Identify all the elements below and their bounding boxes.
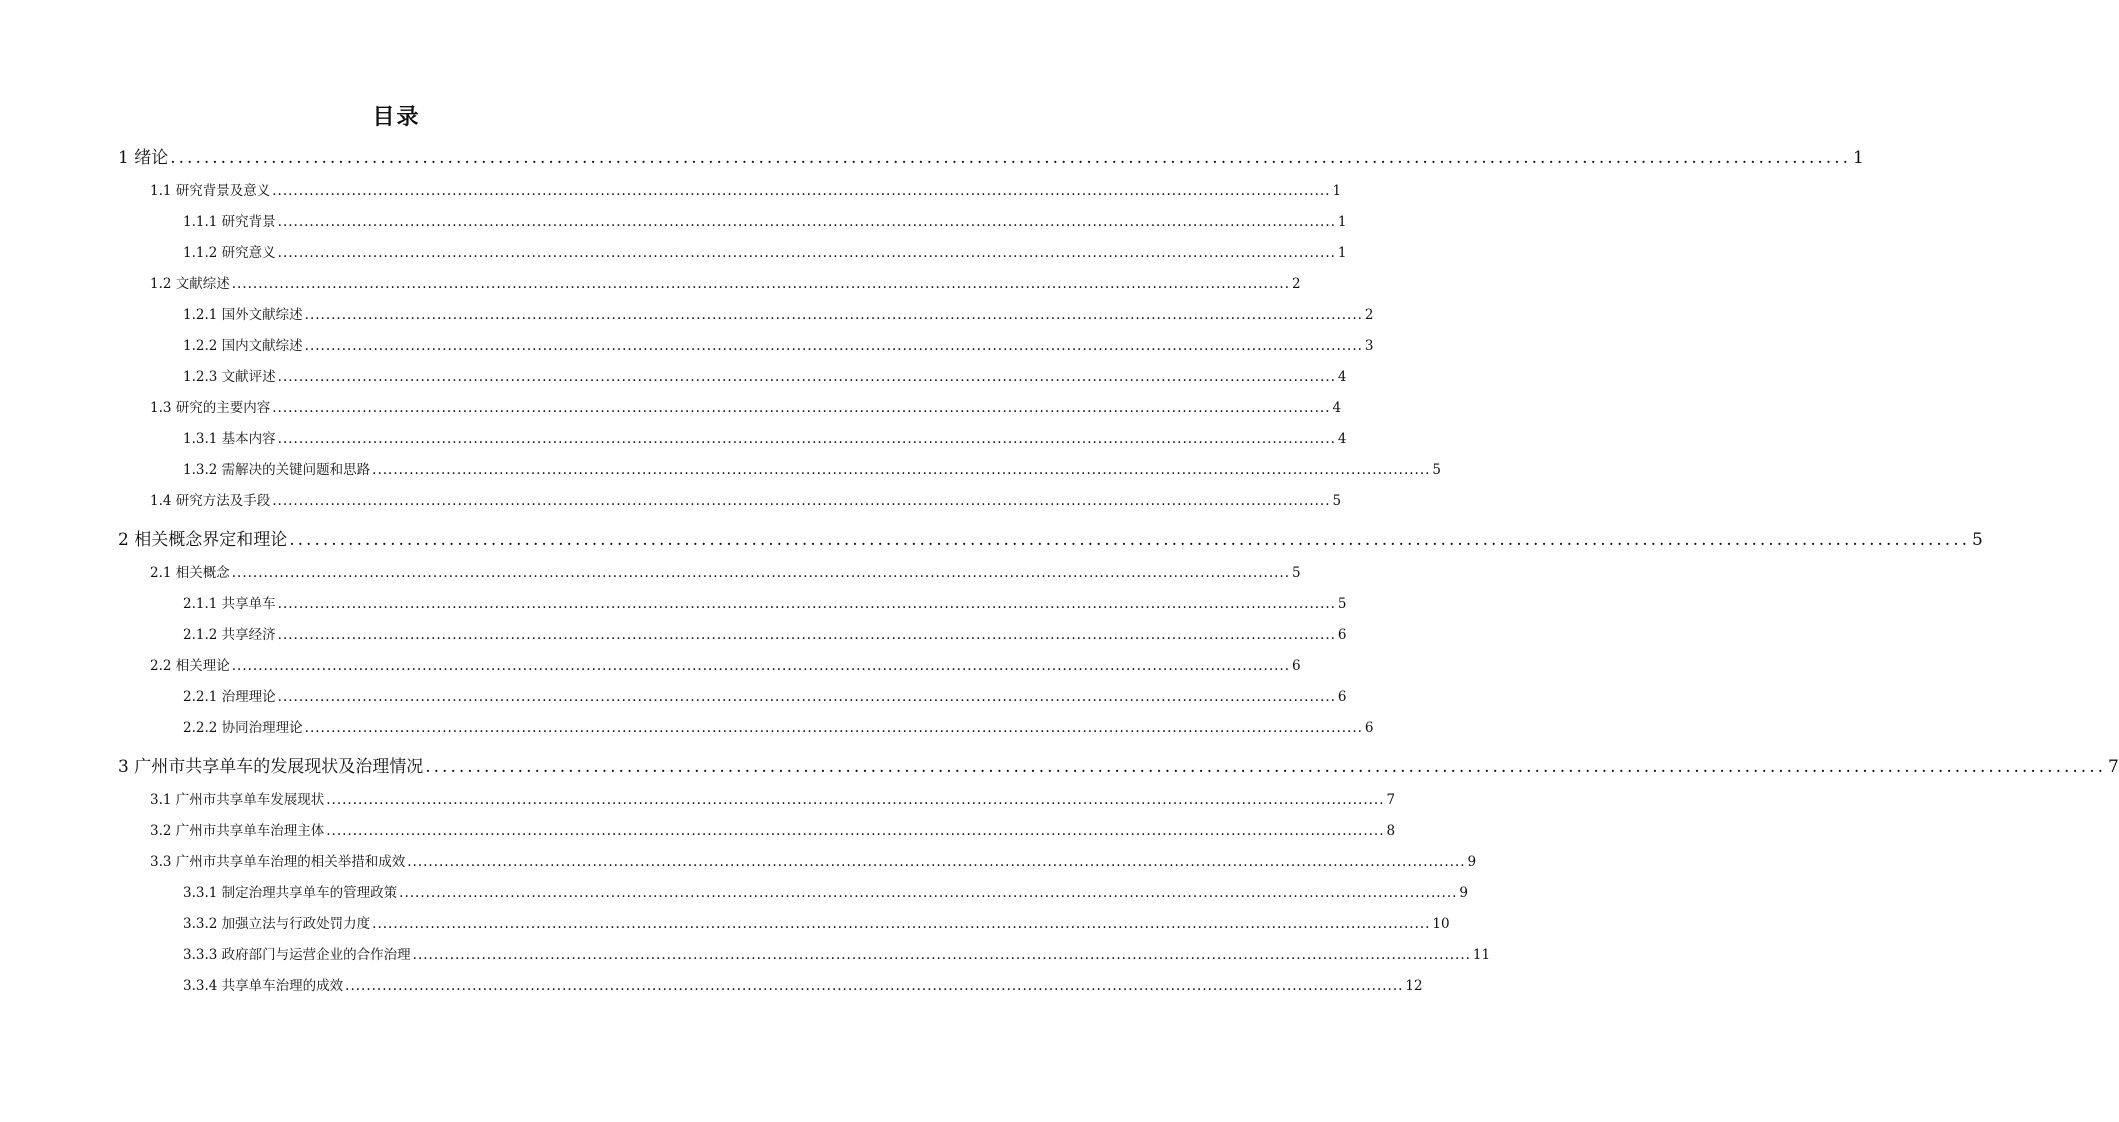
toc-page-number: 12 [1405, 978, 1423, 994]
toc-dot-leader: ........................................................................................................................................................................................................ [289, 530, 1970, 550]
toc-entry-title: 2 相关概念界定和理论 [118, 530, 288, 550]
toc-entry-title: 1.3.1 基本内容 [183, 431, 276, 447]
toc-entry-title: 2.2.1 治理理论 [183, 689, 276, 705]
toc-entry-level-2[interactable] [150, 179, 1342, 199]
toc-page-number: 7 [2108, 757, 2119, 777]
toc-dot-leader: ........................................................................................................................................................................................................ [277, 596, 1336, 612]
toc-dot-leader: ........................................................................................................................................................................................................ [412, 947, 1471, 963]
toc-entry-title: 3.1 广州市共享单车发展现状 [150, 792, 325, 808]
toc-page-number: 4 [1337, 369, 1347, 385]
toc-dot-leader: ........................................................................................................................................................................................................ [399, 885, 1458, 901]
toc-entry-level-3[interactable] [183, 458, 1442, 478]
toc-dot-leader: ........................................................................................................................................................................................................ [326, 792, 1385, 808]
toc-entry-level-3[interactable] [183, 685, 1347, 705]
toc-entry-title: 3.3.1 制定治理共享单车的管理政策 [183, 885, 398, 901]
toc-page-number: 9 [1467, 854, 1477, 870]
toc-entry-level-2[interactable] [150, 850, 1477, 870]
toc-entry-level-3[interactable] [183, 427, 1347, 447]
toc-entry-title: 1.2 文献综述 [150, 276, 230, 292]
toc-page-number: 1 [1853, 148, 1864, 168]
toc-dot-leader: ........................................................................................................................................................................................................ [304, 338, 1363, 354]
toc-page-number: 4 [1332, 400, 1342, 416]
toc-entry-level-3[interactable] [183, 623, 1347, 643]
toc-dot-leader: ........................................................................................................................................................................................................ [170, 148, 1851, 168]
toc-entry-level-2[interactable] [150, 654, 1301, 674]
toc-entry-level-2[interactable] [150, 272, 1301, 292]
toc-entry-title: 1.3 研究的主要内容 [150, 400, 271, 416]
toc-entry-title: 2.2.2 协同治理理论 [183, 720, 303, 736]
toc-entry-level-3[interactable] [183, 241, 1347, 261]
toc-dot-leader: ........................................................................................................................................................................................................ [372, 462, 1431, 478]
toc-page-number: 8 [1386, 823, 1396, 839]
toc-page-number: 2 [1292, 276, 1301, 292]
toc-page-number: 1 [1337, 214, 1347, 230]
toc-dot-leader: ........................................................................................................................................................................................................ [277, 214, 1336, 230]
toc-page-number: 5 [1432, 462, 1442, 478]
toc-entry-title: 1 绪论 [118, 148, 169, 168]
toc-entry-level-3[interactable] [183, 592, 1347, 612]
toc-dot-leader: ........................................................................................................................................................................................................ [407, 854, 1466, 870]
toc-dot-leader: ........................................................................................................................................................................................................ [372, 916, 1431, 932]
toc-dot-leader: ........................................................................................................................................................................................................ [277, 627, 1336, 643]
toc-dot-leader: ........................................................................................................................................................................................................ [326, 823, 1385, 839]
toc-entry-title: 2.1.2 共享经济 [183, 627, 276, 643]
toc-dot-leader: ........................................................................................................................................................................................................ [231, 565, 1291, 581]
toc-entry-level-3[interactable] [183, 881, 1469, 901]
toc-entry-title: 1.4 研究方法及手段 [150, 493, 271, 509]
toc-entry-title: 1.1 研究背景及意义 [150, 183, 271, 199]
toc-entry-title: 1.2.1 国外文献综述 [183, 307, 303, 323]
toc-entry-level-2[interactable] [150, 489, 1342, 509]
toc-dot-leader: ........................................................................................................................................................................................................ [304, 720, 1363, 736]
toc-entry-title: 2.1.1 共享单车 [183, 596, 276, 612]
toc-entry-level-3[interactable] [183, 334, 1374, 354]
toc-dot-leader: ........................................................................................................................................................................................................ [272, 493, 1331, 509]
toc-dot-leader: ........................................................................................................................................................................................................ [272, 400, 1331, 416]
toc-dot-leader: ........................................................................................................................................................................................................ [277, 245, 1336, 261]
toc-entry-level-2[interactable] [150, 396, 1342, 416]
toc-page-number: 11 [1472, 947, 1491, 963]
toc-page-number: 7 [1386, 792, 1396, 808]
toc-entry-level-3[interactable] [183, 365, 1347, 385]
page-title: 目录 [372, 105, 421, 130]
toc-entry-level-3[interactable] [183, 974, 1423, 994]
toc-page-number: 4 [1337, 431, 1347, 447]
toc-entry-level-2[interactable] [150, 561, 1301, 581]
toc-entry-level-3[interactable] [183, 943, 1491, 963]
toc-dot-leader: ........................................................................................................................................................................................................ [231, 276, 1291, 292]
toc-entry-title: 3.3.3 政府部门与运营企业的合作治理 [183, 947, 411, 963]
toc-entry-level-2[interactable] [150, 788, 1396, 808]
toc-entry-title: 1.2.2 国内文献综述 [183, 338, 303, 354]
toc-entry-level-1[interactable] [118, 525, 1983, 550]
toc-entry-level-3[interactable] [183, 210, 1347, 230]
toc-page-number: 6 [1364, 720, 1374, 736]
toc-entry-level-1[interactable] [118, 143, 1864, 168]
toc-page-number: 5 [1332, 493, 1342, 509]
toc-dot-leader: ........................................................................................................................................................................................................ [277, 689, 1336, 705]
toc-dot-leader: ........................................................................................................................................................................................................ [304, 307, 1363, 323]
toc-dot-leader: ........................................................................................................................................................................................................ [272, 183, 1331, 199]
toc-page-number: 6 [1337, 689, 1347, 705]
toc-entry-title: 1.2.3 文献评述 [183, 369, 276, 385]
toc-entry-title: 1.3.2 需解决的关键问题和思路 [183, 462, 371, 478]
toc-entry-level-1[interactable] [118, 752, 2119, 777]
toc-entry-title: 3 广州市共享单车的发展现状及治理情况 [118, 757, 424, 777]
toc-page-number: 9 [1459, 885, 1469, 901]
toc-dot-leader: ........................................................................................................................................................................................................ [425, 757, 2106, 777]
toc-entry-level-2[interactable] [150, 819, 1396, 839]
toc-page-number: 1 [1337, 245, 1347, 261]
toc-page-number: 3 [1364, 338, 1374, 354]
toc-entry-title: 3.2 广州市共享单车治理主体 [150, 823, 325, 839]
toc-dot-leader: ........................................................................................................................................................................................................ [277, 369, 1336, 385]
toc-page-number: 5 [1972, 530, 1983, 550]
toc-entry-level-3[interactable] [183, 912, 1450, 932]
toc-page-number: 1 [1332, 183, 1342, 199]
toc-entry-title: 1.1.1 研究背景 [183, 214, 276, 230]
toc-page-number: 6 [1337, 627, 1347, 643]
toc-entry-title: 3.3.4 共享单车治理的成效 [183, 978, 344, 994]
toc-entry-level-3[interactable] [183, 716, 1374, 736]
toc-entry-title: 3.3.2 加强立法与行政处罚力度 [183, 916, 371, 932]
toc-entry-title: 2.2 相关理论 [150, 658, 230, 674]
toc-entry-level-3[interactable] [183, 303, 1374, 323]
toc-page-number: 2 [1364, 307, 1374, 323]
toc-entry-title: 3.3 广州市共享单车治理的相关举措和成效 [150, 854, 406, 870]
toc-dot-leader: ........................................................................................................................................................................................................ [231, 658, 1291, 674]
toc-page-number: 5 [1337, 596, 1347, 612]
toc-page-number: 6 [1292, 658, 1301, 674]
toc-page-number: 10 [1432, 916, 1450, 932]
toc-dot-leader: ........................................................................................................................................................................................................ [345, 978, 1404, 994]
toc-entry-title: 1.1.2 研究意义 [183, 245, 276, 261]
toc-dot-leader: ........................................................................................................................................................................................................ [277, 431, 1336, 447]
toc-entry-title: 2.1 相关概念 [150, 565, 230, 581]
toc-page-number: 5 [1292, 565, 1301, 581]
